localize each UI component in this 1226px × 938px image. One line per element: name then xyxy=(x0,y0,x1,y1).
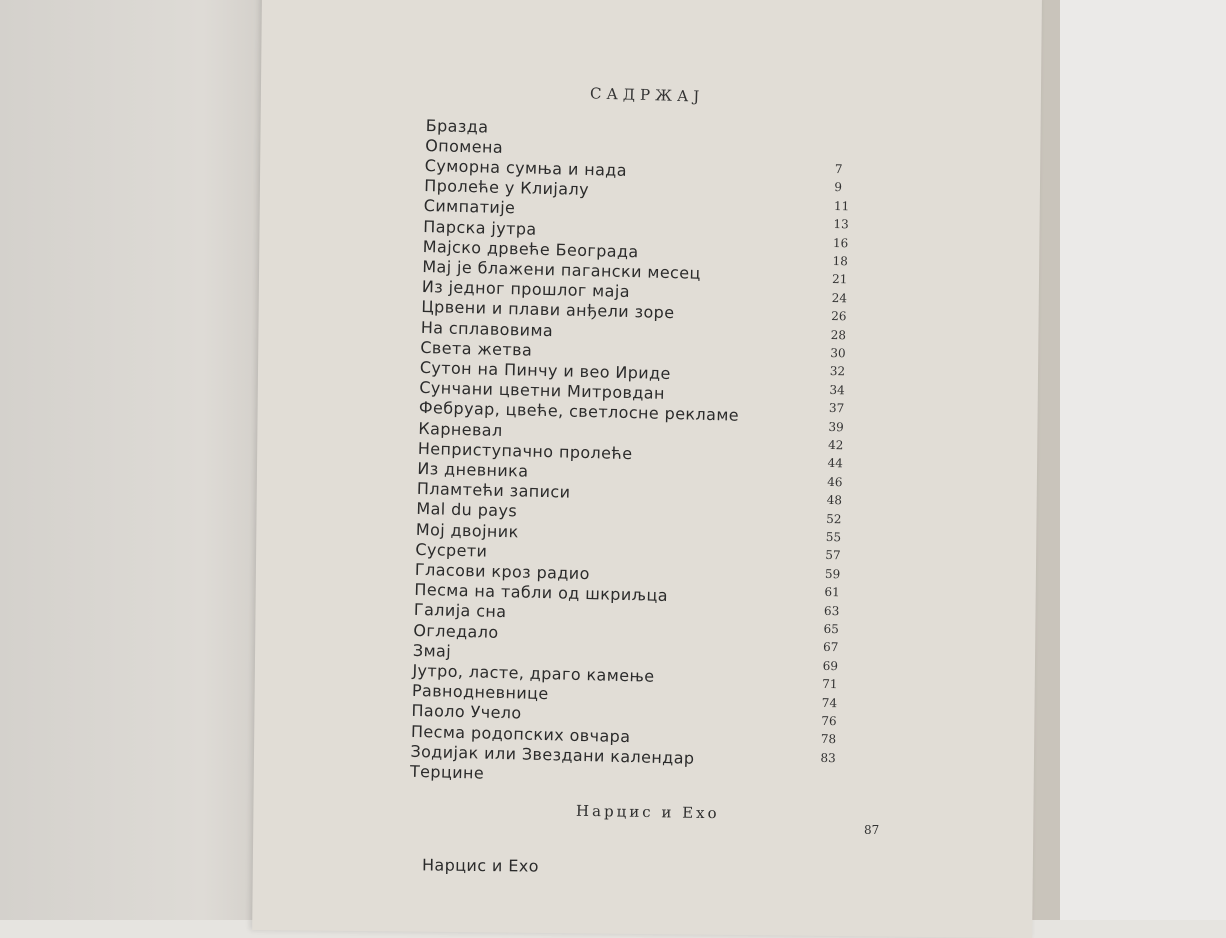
toc-entry: Зодијак или Звездани календар xyxy=(410,741,695,768)
toc-page-number: 37 xyxy=(828,400,845,416)
toc-page-number: 44 xyxy=(827,455,844,471)
toc-entry: Терцине xyxy=(409,761,485,783)
toc-entry: Света жетва xyxy=(420,337,533,360)
contents-heading: САДРЖАЈ xyxy=(589,84,705,106)
toc-page-number: 24 xyxy=(831,290,848,306)
toc-page-number: 9 xyxy=(834,180,843,195)
toc-entry: Пролеће у Клијалу xyxy=(424,175,590,200)
toc-entry: Из једног прошлог маја xyxy=(421,276,631,302)
toc-entry: Пламтећи записи xyxy=(416,478,571,502)
toc-entry: Мајско дрвеће Београда xyxy=(422,236,639,262)
toc-entry: Сусрети xyxy=(415,539,488,561)
toc-entry: Неприступачно пролеће xyxy=(417,438,633,464)
toc-page-number: 69 xyxy=(822,658,839,674)
toc-page-number: 39 xyxy=(828,419,844,435)
toc-entry: Опомена xyxy=(425,135,504,157)
toc-entry: Сутон на Пинчу и вео Ириде xyxy=(419,357,672,384)
toc-entry: Јутро, ласте, драго камење xyxy=(412,660,655,686)
toc-entry: Из дневника xyxy=(417,458,529,481)
toc-entry: Бразда xyxy=(425,116,489,137)
toc-entry: Фебруар, цвеће, светлосне рекламе xyxy=(418,397,740,425)
toc-entry: Галија сна xyxy=(413,599,507,622)
left-page xyxy=(0,0,290,920)
toc-page-number: 13 xyxy=(833,216,849,232)
toc-entry: Гласови кроз радио xyxy=(414,559,591,584)
toc-entry: Огледало xyxy=(413,620,499,642)
toc-page-number: 74 xyxy=(821,695,838,711)
toc-page-number: 83 xyxy=(820,750,836,766)
toc-page-number: 18 xyxy=(832,253,849,269)
toc-entry: Паоло Учело xyxy=(411,700,522,723)
toc-page-number: 78 xyxy=(820,731,837,747)
toc-page-number: 61 xyxy=(824,584,840,600)
toc-page-number: 76 xyxy=(821,713,837,729)
toc-entry: Симпатије xyxy=(423,195,516,218)
toc-entry: Песма на табли од шкриљца xyxy=(414,579,669,606)
toc-page-number: 42 xyxy=(827,437,844,453)
toc-entry: Сунчани цветни Митровдан xyxy=(419,377,666,403)
toc-entry: Карневал xyxy=(418,418,503,440)
toc-page-number: 48 xyxy=(826,492,843,508)
table-surface xyxy=(1060,0,1226,920)
toc-page-number: 34 xyxy=(829,382,845,398)
toc-page-number: 67 xyxy=(822,639,839,655)
toc-page-number: 16 xyxy=(832,235,849,251)
toc-entry: На сплавовима xyxy=(420,317,554,341)
table-of-contents xyxy=(409,116,886,817)
toc-entry: Мај је блажени пагански месец xyxy=(422,256,702,283)
toc-page-number: 63 xyxy=(823,603,840,619)
section-heading: Нарцис и Ехо xyxy=(575,801,720,823)
toc-entry: Мој двојник xyxy=(415,519,519,542)
toc-page-number: 32 xyxy=(829,363,846,379)
toc-entry: Змај xyxy=(412,640,452,661)
toc-page-number: 57 xyxy=(825,547,841,563)
toc-entry: Парска јутра xyxy=(423,216,537,239)
toc-page-number: 55 xyxy=(825,529,842,545)
toc-page-number: 71 xyxy=(822,676,838,692)
toc-page-number: 65 xyxy=(823,621,840,637)
toc-page-number: 28 xyxy=(830,327,847,343)
toc-page-number: 11 xyxy=(833,198,850,214)
toc-page-number: 7 xyxy=(834,162,843,177)
toc-entry: Mal du pays xyxy=(416,498,518,521)
toc-page-number: 30 xyxy=(830,345,846,361)
toc-page-number: 26 xyxy=(831,308,847,324)
section-page-number: 87 xyxy=(864,823,880,837)
toc-entry: Црвени и плави анђели зоре xyxy=(421,296,675,323)
toc-page-number: 59 xyxy=(824,566,841,582)
toc-page-number: 21 xyxy=(831,271,848,287)
toc-entry: Суморна сумња и нада xyxy=(424,155,628,180)
toc-page-number: 52 xyxy=(826,511,842,527)
toc-entry: Песма родопских овчара xyxy=(410,721,631,747)
section-entry: Нарцис и Ехо xyxy=(421,855,539,876)
toc-entry: Равнодневнице xyxy=(411,680,549,704)
toc-page-number: 46 xyxy=(827,474,843,490)
